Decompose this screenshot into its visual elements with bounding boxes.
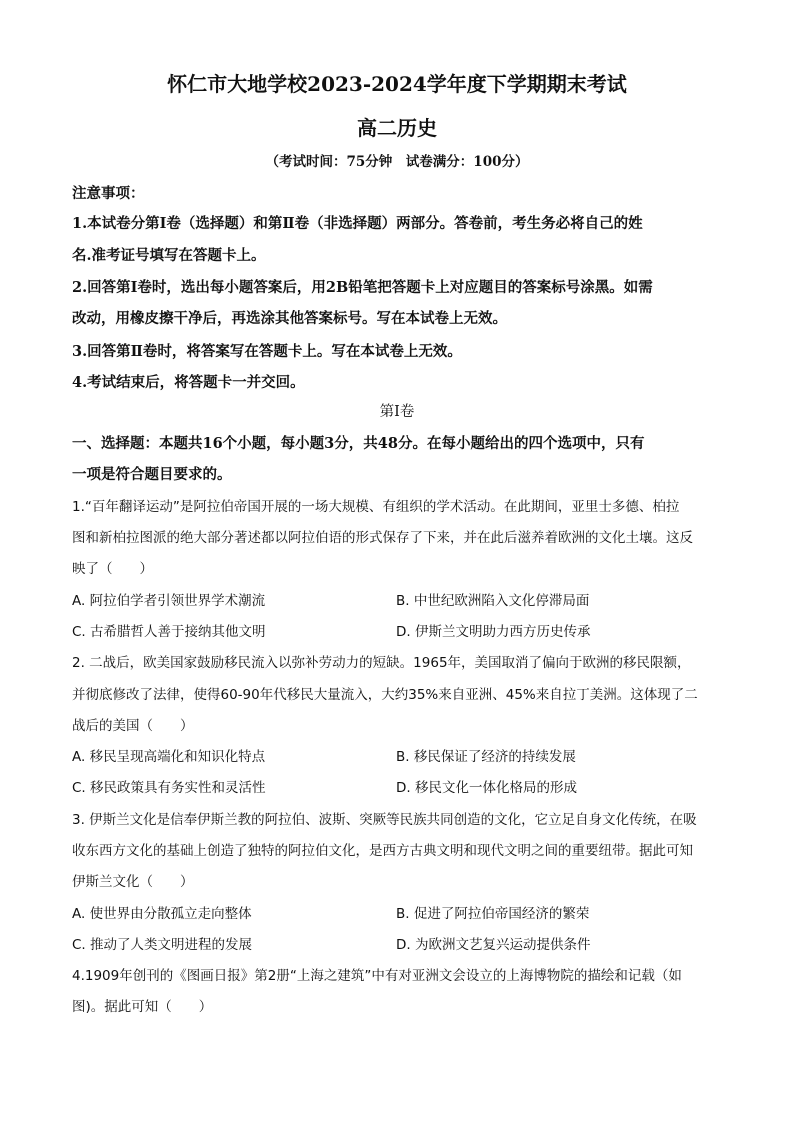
exam-title: 怀仁市大地学校2023-2024学年度下学期期末考试 [167, 72, 627, 96]
question-2-line-1: 2. 二战后，欧美国家鼓励移民流入以弥补劳动力的短缺。1965年，美国取消了偏向于欧洲的移民限额， [72, 655, 691, 671]
volume-heading: 第Ⅰ卷 [379, 404, 415, 420]
question-1-option-a: A. 阿拉伯学者引领世界学术潮流 [72, 593, 266, 609]
question-1-option-d: D. 伊斯兰文明助力西方历史传承 [396, 624, 591, 640]
question-1-line-2: 图和新柏拉图派的绝大部分著述都以阿拉伯语的形式保存了下来，并在此后滋养着欧洲的文化土壤。这反 [72, 530, 693, 546]
question-3-option-a: A. 使世界由分散孤立走向整体 [72, 906, 252, 922]
note-4: 4.考试结束后，将答题卡一并交回。 [72, 374, 305, 391]
question-2-option-c: C. 移民政策具有务实性和灵活性 [72, 780, 266, 796]
question-3-option-b: B. 促进了阿拉伯帝国经济的繁荣 [396, 906, 590, 922]
question-3-line-1: 3. 伊斯兰文化是信奉伊斯兰教的阿拉伯、波斯、突厥等民族共同创造的文化，它立足自身文化传统，在吸 [72, 812, 697, 828]
note-2-line-1: 2.回答第Ⅰ卷时，选出每小题答案后，用2B铅笔把答题卡上对应题目的答案标号涂黑。如需 [72, 279, 653, 296]
notes-heading: 注意事项： [72, 185, 145, 202]
note-3: 3.回答第Ⅱ卷时，将答案写在答题卡上。写在本试卷上无效。 [72, 343, 462, 360]
question-1-option-b: B. 中世纪欧洲陷入文化停滞局面 [396, 593, 590, 609]
note-1-line-1: 1.本试卷分第Ⅰ卷（选择题）和第Ⅱ卷（非选择题）两部分。答卷前，考生务必将自己的姓 [72, 215, 643, 232]
question-1-line-3: 映了（ ） [72, 561, 153, 577]
question-3-line-3: 伊斯兰文化（ ） [72, 874, 194, 890]
question-3-option-c: C. 推动了人类文明进程的发展 [72, 937, 253, 953]
exam-info: （考试时间：75分钟 试卷满分：100分） [265, 154, 529, 170]
question-2-option-b: B. 移民保证了经济的持续发展 [396, 749, 576, 765]
section-intro-line-1: 一、选择题：本题共16个小题，每小题3分，共48分。在每小题给出的四个选项中，只有 [72, 435, 645, 452]
question-2-option-d: D. 移民文化一体化格局的形成 [396, 780, 577, 796]
subject-title: 高二历史 [357, 116, 437, 140]
question-3-option-d: D. 为欧洲文艺复兴运动提供条件 [396, 937, 591, 953]
question-3-line-2: 收东西方文化的基础上创造了独特的阿拉伯文化，是西方古典文明和现代文明之间的重要纽带。据此可知 [72, 843, 693, 859]
section-intro-line-2: 一项是符合题目要求的。 [72, 466, 232, 483]
question-2-line-3: 战后的美国（ ） [72, 718, 194, 734]
note-2-line-2: 改动，用橡皮擦干净后，再选涂其他答案标号。写在本试卷上无效。 [72, 310, 507, 327]
question-2-line-2: 并彻底修改了法律，使得60-90年代移民大量流入，大约35%来自亚洲、45%来自拉丁美洲。这体现了二 [72, 687, 698, 703]
question-4-line-2: 图)。据此可知（ ） [72, 999, 213, 1015]
question-4-line-1: 4.1909年创刊的《图画日报》第2册“上海之建筑”中有对亚洲文会设立的上海博物院的描绘和记载（如 [72, 968, 682, 984]
question-1-line-1: 1.“百年翻译运动”是阿拉伯帝国开展的一场大规模、有组织的学术活动。在此期间，亚里士多德、柏拉 [72, 499, 680, 515]
note-1-line-2: 名.准考证号填写在答题卡上。 [72, 247, 266, 264]
question-2-option-a: A. 移民呈现高端化和知识化特点 [72, 749, 266, 765]
question-1-option-c: C. 古希腊哲人善于接纳其他文明 [72, 624, 266, 640]
